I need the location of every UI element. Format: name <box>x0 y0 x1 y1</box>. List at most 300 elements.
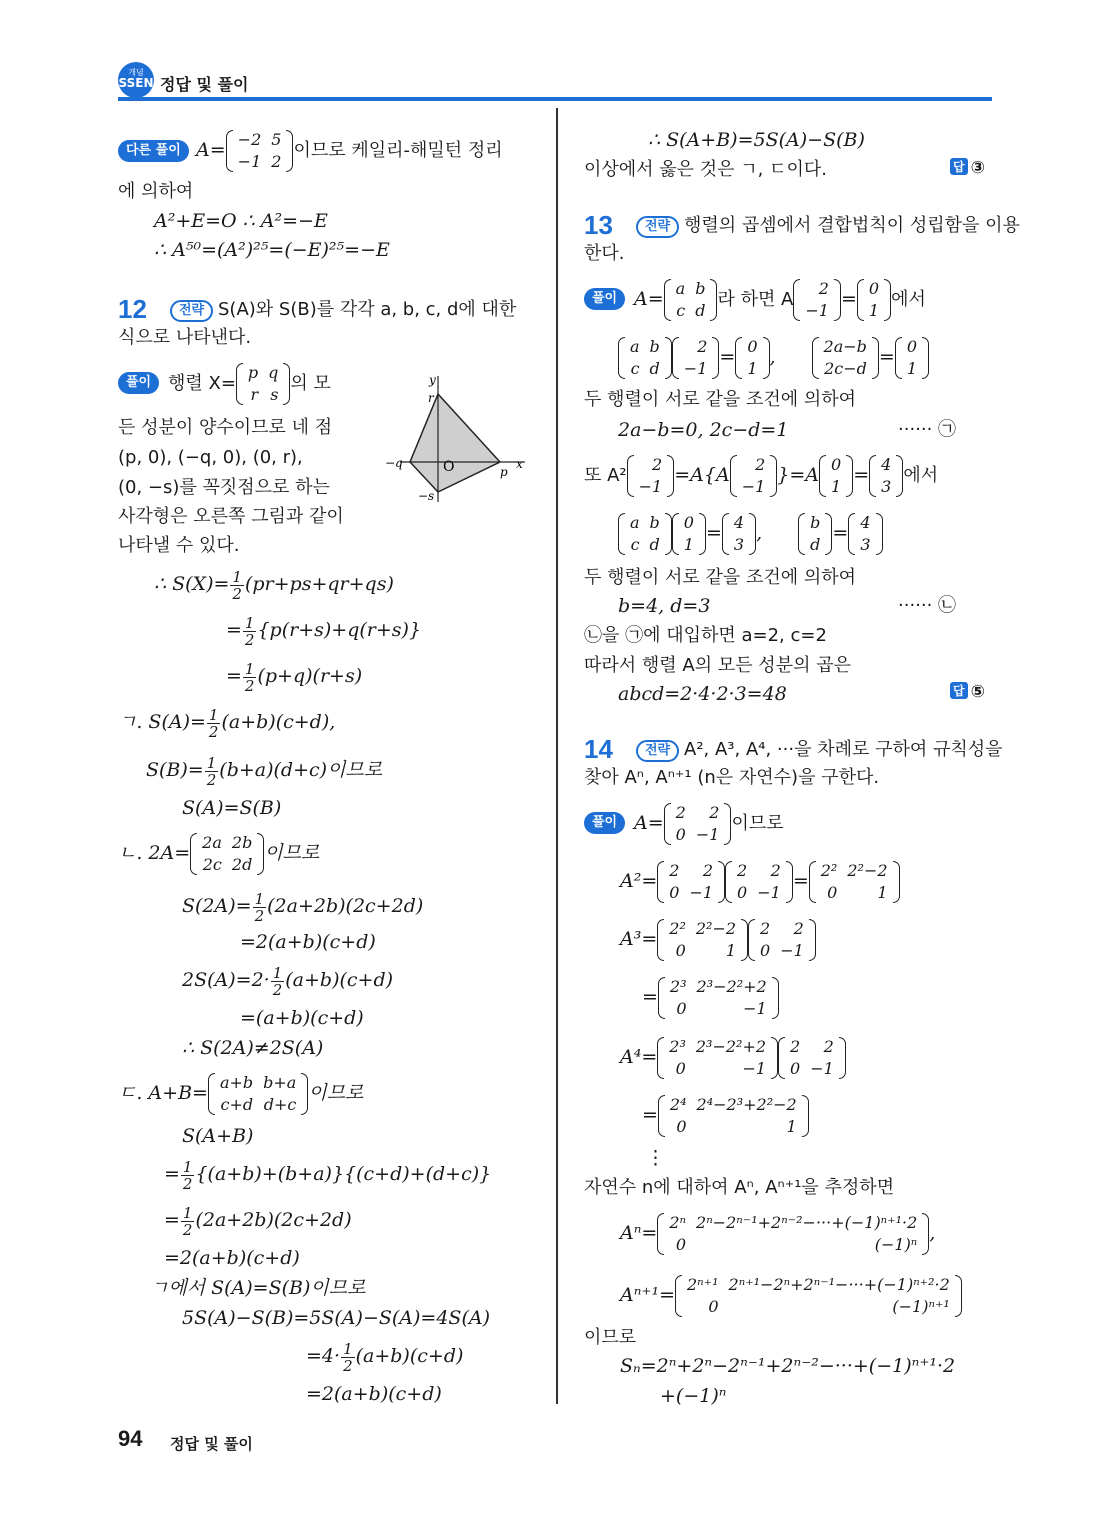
matrix-cell: 2 <box>652 455 663 474</box>
d-line-6: ㄱ에서 S(A)=S(B)이므로 <box>150 1277 366 1299</box>
n2-lead: S(2A)= <box>182 895 252 917</box>
matrix-cell: 2 <box>823 1037 834 1056</box>
p14-l1-tail: 이므로 <box>731 813 784 834</box>
p13-l2-comma: , <box>769 346 776 368</box>
p14-line-10 <box>620 1210 935 1256</box>
g2-tail: (b+a)(d+c)이므로 <box>219 759 383 781</box>
p13-l2-eq: = <box>719 346 736 368</box>
p12-strategy: S(A)와 S(B)를 각각 a, b, c, d에 대한 <box>218 299 517 320</box>
p13-marker-1: ······ ㉠ <box>898 419 957 440</box>
matrix-cell: 0 <box>790 1059 801 1078</box>
p14-line-5 <box>620 1034 846 1080</box>
matrix-cell: 3 <box>733 535 745 554</box>
p13-marker-2: ······ ㉡ <box>898 595 957 616</box>
answer-12 <box>950 158 985 178</box>
frac-num: 1 <box>272 963 283 982</box>
strategy-badge: 전략 <box>170 300 213 322</box>
p14-line-11 <box>620 1272 962 1318</box>
half-fraction <box>253 891 267 924</box>
problem-12-number: 12 <box>118 294 147 324</box>
d-line-7: 5S(A)−S(B)=5S(A)−S(A)=4S(A) <box>182 1307 490 1329</box>
sx-line-1 <box>154 566 394 602</box>
n-line-4 <box>182 962 393 998</box>
matrix-cell: −1 <box>805 301 829 320</box>
frac-den: 2 <box>232 584 242 603</box>
g-line-3: S(A)=S(B) <box>182 797 282 819</box>
matrix <box>748 918 816 962</box>
p14-line-3 <box>620 916 816 962</box>
alt-solution-badge: 다른 풀이 <box>118 140 189 162</box>
matrix-cell: −1 <box>780 941 804 960</box>
matrix <box>819 454 853 498</box>
matrix-cell: s <box>270 385 279 404</box>
matrix <box>226 129 294 173</box>
matrix-cell: 0 <box>683 513 694 532</box>
matrix <box>869 454 903 498</box>
matrix-cell: 2 <box>271 152 282 171</box>
d-line-8 <box>306 1338 463 1374</box>
matrix-cell: b <box>810 513 821 532</box>
answer-13 <box>950 682 985 702</box>
matrix-cell: 2⁴−2³+2²−2 <box>696 1095 797 1114</box>
p13-l1-tail: 에서 <box>891 289 926 310</box>
sx3-tail: (p+q)(r+s) <box>257 665 363 687</box>
A2-lead: A²= <box>620 870 658 892</box>
matrix <box>658 976 779 1020</box>
matrix-cell: 0 <box>827 883 838 902</box>
sx-line-3 <box>226 658 362 694</box>
matrix-cell: 1 <box>747 359 758 378</box>
p13-line-1 <box>634 276 926 322</box>
matrix-cell: 2 <box>755 455 766 474</box>
p14-line-2 <box>620 858 900 904</box>
matrix-cell: 0 <box>669 883 680 902</box>
graph-label-minus-s: −s <box>418 489 435 503</box>
matrix-cell: 2a <box>202 833 222 852</box>
matrix-cell: 2b <box>231 833 253 852</box>
frac-num: 1 <box>343 1339 353 1358</box>
answer-value: ⑤ <box>970 682 985 702</box>
d1-tail: 이므로 <box>308 1082 364 1104</box>
half-fraction <box>207 707 221 740</box>
p13-line-4: 2a−b=0, 2c−d=1 <box>618 419 789 441</box>
sx1-lead: ∴ S(X)= <box>154 573 230 595</box>
p13-line-3: 두 행렬이 서로 같을 조건에 의하여 <box>584 389 857 410</box>
matrix <box>895 336 929 380</box>
sx-line-2 <box>226 612 421 648</box>
A3-lead: A³= <box>620 928 658 950</box>
matrix-cell: 0 <box>675 1235 687 1254</box>
n-line-6: ∴ S(2A)≠2S(A) <box>182 1037 324 1059</box>
p13-line-7: 두 행렬이 서로 같을 조건에 의하여 <box>584 567 857 588</box>
matrix <box>735 336 769 380</box>
matrix-cell: q <box>268 363 279 382</box>
matrix-cell: r <box>250 385 259 404</box>
matrix-cell: 0 <box>676 999 687 1018</box>
matrix-cell: 2 <box>702 861 714 880</box>
g-line-1 <box>118 704 335 740</box>
graph-label-origin: O <box>443 459 455 475</box>
n2-tail: (2a+2b)(2c+2d) <box>267 895 424 917</box>
p13-strategy: 행렬의 곱셈에서 결합법칙이 성립함을 이용 <box>684 215 1020 236</box>
matrix-cell: c <box>676 301 686 320</box>
matrix <box>672 512 706 556</box>
matrix <box>809 860 900 904</box>
graph-label-y: y <box>429 373 436 387</box>
matrix-cell: 5 <box>271 130 282 149</box>
quadrilateral-shape <box>410 394 500 492</box>
n1-lead: ㄴ. 2A= <box>118 842 191 864</box>
frac-den: 2 <box>244 676 255 695</box>
matrix-cell: 2c−d <box>824 359 867 378</box>
frac-num: 1 <box>244 659 255 678</box>
matrix-cell: 2 <box>818 279 829 298</box>
p13-l5-b: =A <box>789 464 820 486</box>
matrix-cell: 2 <box>760 919 771 938</box>
n-line-2 <box>182 888 423 924</box>
p13-l5-tail: 에서 <box>903 465 939 486</box>
frac-den: 2 <box>244 630 255 649</box>
half-fraction <box>271 965 285 998</box>
half-fraction <box>230 569 244 602</box>
g1-tail: (a+b)(c+d), <box>221 711 336 733</box>
matrix <box>798 512 832 556</box>
p12-line-1: 든 성분이 양수이므로 네 점 <box>118 417 333 438</box>
d-line-9: =2(a+b)(c+d) <box>306 1383 442 1405</box>
matrix <box>657 1036 778 1080</box>
logo-top-text: 개념 <box>128 68 144 77</box>
matrix-cell: p <box>247 363 259 382</box>
eq-sign: = <box>792 870 809 892</box>
matrix <box>778 1036 846 1080</box>
answer-box: 답 <box>950 158 968 175</box>
quadrilateral-graph <box>380 370 530 510</box>
matrix-cell: 2²−2 <box>695 919 737 938</box>
d-line-5: =2(a+b)(c+d) <box>164 1247 300 1269</box>
matrix <box>812 336 879 380</box>
matrix <box>793 278 841 322</box>
sx2-lead: = <box>226 619 242 641</box>
matrix <box>848 512 882 556</box>
d1-lead: ㄷ. A+B= <box>118 1082 208 1104</box>
frac-num: 1 <box>182 1203 193 1222</box>
footer-title: 정답 및 풀이 <box>170 1435 253 1453</box>
matrix-cell: 0 <box>676 1117 687 1136</box>
p13-strategy-2: 한다. <box>584 243 625 264</box>
p13-l1-eq: = <box>840 288 857 310</box>
p13-line-11: abcd=2·4·2·3=48 <box>618 683 787 705</box>
frac-den: 2 <box>182 1220 193 1239</box>
p14-comma: , <box>929 1222 936 1244</box>
r-line-1: ∴ S(A+B)=5S(A)−S(B) <box>648 129 865 151</box>
p12-sol-lead: 행렬 X= <box>168 373 236 394</box>
frac-num: 1 <box>244 613 255 632</box>
problem-13-number: 13 <box>584 210 613 240</box>
matrix <box>208 1072 308 1116</box>
p14-line-14: +(−1)ⁿ <box>660 1385 727 1407</box>
matrix-cell: −1 <box>695 825 720 844</box>
half-fraction <box>205 755 219 788</box>
matrix-cell: 2³−2²+2 <box>695 1037 767 1056</box>
p13-l5-eq: = <box>853 464 870 486</box>
solution-badge: 풀이 <box>584 812 625 834</box>
matrix-cell: d <box>695 301 706 320</box>
sx3-lead: = <box>226 665 242 687</box>
matrix <box>657 1212 929 1256</box>
p12-line-2: (p, 0), (−q, 0), (0, r), <box>118 447 303 468</box>
matrix-cell: 0 <box>675 1059 686 1078</box>
logo <box>118 62 154 98</box>
matrix <box>236 362 291 406</box>
half-fraction <box>341 1341 355 1374</box>
matrix-cell: −1 <box>810 1059 834 1078</box>
matrix-cell: (−1)ⁿ⁺¹ <box>892 1297 950 1316</box>
r-line-2: 이상에서 옳은 것은 ㄱ, ㄷ이다. <box>584 159 827 180</box>
frac-den: 2 <box>208 722 219 741</box>
p12-line-4: 사각형은 오른쪽 그림과 같이 <box>118 506 344 527</box>
matrix-cell: −1 <box>683 359 708 378</box>
matrix <box>664 278 718 322</box>
matrix-cell: 4 <box>733 513 745 532</box>
g2-lead: S(B)= <box>146 759 204 781</box>
n-line-1 <box>118 830 319 876</box>
alt-solution-line <box>196 128 503 173</box>
p14-strategy-2: 찾아 Aⁿ, Aⁿ⁺¹ (n은 자연수)을 구한다. <box>584 767 880 788</box>
matrix-cell: 1 <box>868 301 880 320</box>
matrix-cell: 0 <box>831 455 842 474</box>
matrix-cell: a+b <box>219 1073 254 1092</box>
matrix-cell: 2 <box>675 803 686 822</box>
frac-den: 2 <box>182 1174 193 1193</box>
matrix-cell: 1 <box>877 883 888 902</box>
alt-line2: 에 의하여 <box>118 181 194 202</box>
matrix-cell: b <box>695 279 706 298</box>
solution-badge: 풀이 <box>118 372 159 394</box>
d8-tail: (a+b)(c+d) <box>355 1345 464 1367</box>
answer-value: ③ <box>970 158 985 178</box>
matrix-cell: −1 <box>237 152 262 171</box>
matrix-cell: 0 <box>760 941 771 960</box>
matrix-cell: 2² <box>669 919 686 938</box>
matrix-cell: 2 <box>737 861 748 880</box>
frac-den: 2 <box>206 770 217 789</box>
p13-line-2 <box>618 334 929 380</box>
matrix-cell: 2a−b <box>823 337 867 356</box>
matrix-cell: 1 <box>725 941 737 960</box>
matrix-cell: 2³−2²+2 <box>696 977 767 996</box>
frac-num: 1 <box>182 1157 193 1176</box>
p14-line-13: Sₙ=2ⁿ+2ⁿ−2ⁿ⁻¹+2ⁿ⁻²−···+(−1)ⁿ⁺¹·2 <box>620 1355 956 1377</box>
p12-sol-tail: 의 모 <box>290 373 331 394</box>
p12-line-3: (0, −s)를 꼭짓점으로 하는 <box>118 477 330 498</box>
header-rule <box>118 97 992 101</box>
matrix-cell: 4 <box>881 455 892 474</box>
alt-eq1: A²+E=O ∴ A²=−E <box>154 210 328 232</box>
matrix-cell: 2² <box>820 861 838 880</box>
d-line-4 <box>164 1202 352 1238</box>
matrix <box>618 336 672 380</box>
matrix-cell: 2 <box>793 919 804 938</box>
p13-l1-mid: 라 하면 A <box>717 289 794 310</box>
answer-box: 답 <box>950 682 968 699</box>
alt-tail: 이므로 케일리-해밀턴 정리 <box>293 140 503 161</box>
solution-badge: 풀이 <box>584 288 625 310</box>
strategy-badge: 전략 <box>636 216 679 238</box>
matrix-cell: 2ⁿ <box>669 1213 687 1232</box>
frac-den: 2 <box>343 1356 353 1375</box>
d4-lead: = <box>164 1209 180 1231</box>
page-number: 94 <box>118 1426 143 1451</box>
matrix-cell: 2 <box>709 803 720 822</box>
p13-line-10: 따라서 행렬 A의 모든 성분의 곱은 <box>584 655 851 676</box>
matrix <box>627 454 675 498</box>
matrix-cell: 2⁴ <box>669 1095 687 1114</box>
matrix <box>657 860 725 904</box>
matrix-cell: 0 <box>737 883 748 902</box>
matrix-cell: 1 <box>831 477 842 496</box>
matrix-cell: 2²−2 <box>847 861 888 880</box>
d-line-1 <box>118 1070 363 1116</box>
n4-lead: 2S(A)=2· <box>182 969 270 991</box>
An-lead: Aⁿ= <box>620 1222 658 1244</box>
p13-line-8: b=4, d=3 <box>618 595 711 617</box>
matrix-cell: b <box>649 513 660 532</box>
matrix <box>658 1094 809 1138</box>
matrix-cell: −1 <box>638 477 663 496</box>
matrix-cell: 3 <box>881 477 892 496</box>
p13-line-9: ㉡을 ㉠에 대입하면 a=2, c=2 <box>584 625 827 646</box>
p14-l1-lead: A= <box>634 812 664 834</box>
sx1-tail: (pr+ps+qr+qs) <box>244 573 394 595</box>
p14-line-4 <box>642 974 779 1020</box>
matrix-cell: 2 <box>790 1037 801 1056</box>
matrix-cell: 2ⁿ⁺¹ <box>687 1275 719 1294</box>
frac-num: 1 <box>208 705 219 724</box>
d3-lead: = <box>164 1163 180 1185</box>
matrix-cell: 0 <box>868 279 880 298</box>
g1-lead: ㄱ. S(A)= <box>118 711 206 733</box>
matrix-cell: a <box>630 337 640 356</box>
matrix-cell: 1 <box>786 1117 797 1136</box>
alt-lead: A= <box>196 139 226 161</box>
matrix <box>722 512 756 556</box>
half-fraction <box>181 1205 195 1238</box>
frac-den: 2 <box>272 980 283 999</box>
problem-14-number: 14 <box>584 734 613 764</box>
matrix-cell: b <box>649 337 660 356</box>
matrix-cell: c <box>630 535 640 554</box>
p13-l2-eq2: = <box>878 346 895 368</box>
header-title: 정답 및 풀이 <box>160 75 249 94</box>
vertical-dots: ⋮ <box>646 1147 665 1169</box>
matrix-cell: 2ⁿ−2ⁿ⁻¹+2ⁿ⁻²−···+(−1)ⁿ⁺¹·2 <box>696 1213 918 1232</box>
alt-eq2: ∴ A⁵⁰=(A²)²⁵=(−E)²⁵=−E <box>154 239 390 261</box>
n4-tail: (a+b)(c+d) <box>285 969 394 991</box>
A4-lead: A⁴= <box>620 1046 658 1068</box>
p13-l6-eq2: = <box>832 522 849 544</box>
matrix-cell: 3 <box>860 535 871 554</box>
matrix <box>675 1274 962 1318</box>
matrix-cell: 1 <box>906 359 918 378</box>
matrix-cell: −1 <box>689 883 714 902</box>
graph-label-x: x <box>516 457 523 471</box>
half-fraction <box>243 661 257 694</box>
matrix-cell: a <box>630 513 640 532</box>
matrix-cell: (−1)ⁿ <box>874 1235 918 1254</box>
matrix-cell: 2 <box>669 861 680 880</box>
matrix-cell: 0 <box>906 337 918 356</box>
d4-tail: (2a+2b)(2c+2d) <box>195 1209 352 1231</box>
p13-l6-eq: = <box>705 522 722 544</box>
matrix-cell: −1 <box>741 477 766 496</box>
matrix <box>664 802 732 846</box>
p13-l1-lead: A= <box>634 288 664 310</box>
matrix-cell: 0 <box>747 337 758 356</box>
matrix <box>618 512 672 556</box>
p13-line-6 <box>618 510 883 556</box>
p13-l5-lead: 또 A² <box>584 465 627 486</box>
graph-label-minus-q: −q <box>385 456 403 470</box>
matrix-cell: −1 <box>743 999 767 1018</box>
sx2-tail: {p(r+s)+q(r+s)} <box>257 619 422 641</box>
frac-den: 2 <box>254 906 265 925</box>
p14-line-6 <box>642 1092 809 1138</box>
column-divider <box>556 108 558 1404</box>
half-fraction <box>243 615 257 648</box>
logo-main-text: SSEN <box>118 76 154 90</box>
matrix-cell: d <box>649 535 660 554</box>
matrix-cell: a <box>675 279 686 298</box>
n-line-5: =(a+b)(c+d) <box>240 1007 364 1029</box>
frac-num: 1 <box>254 889 265 908</box>
matrix-cell: −2 <box>237 130 262 149</box>
matrix-cell: 4 <box>860 513 871 532</box>
graph-label-r: r <box>428 391 434 405</box>
eq-sign: = <box>642 1104 658 1126</box>
matrix-cell: 0 <box>675 825 686 844</box>
matrix <box>725 860 793 904</box>
matrix-cell: 2c <box>202 855 222 874</box>
n1-tail: 이므로 <box>264 842 320 864</box>
p13-line-5: 또 A² 2 −1 =A{A 2 −1 }=A 0 1 = 4 3 에서 <box>584 455 939 496</box>
g-line-2 <box>146 752 382 788</box>
p13-l5-a: =A <box>674 464 704 486</box>
matrix-cell: b+a <box>263 1073 297 1092</box>
matrix-cell: 2³ <box>669 1037 686 1056</box>
matrix-cell: 0 <box>675 941 686 960</box>
matrix-cell: 2 <box>697 337 708 356</box>
matrix <box>730 454 778 498</box>
frac-num: 1 <box>206 753 217 772</box>
matrix-cell: 2 <box>770 861 781 880</box>
matrix-cell: −1 <box>742 1059 767 1078</box>
d3-tail: {(a+b)+(b+a)}{(c+d)+(d+c)} <box>195 1163 492 1185</box>
matrix-cell: d <box>810 535 821 554</box>
n-line-3: =2(a+b)(c+d) <box>240 931 376 953</box>
p14-line-1 <box>634 800 784 846</box>
An1-lead: Aⁿ⁺¹= <box>620 1284 675 1306</box>
matrix-cell: d <box>649 359 660 378</box>
p14-strategy: A², A³, A⁴, ···을 차례로 구하여 규칙성을 <box>684 739 1003 760</box>
matrix-cell: 2ⁿ⁺¹−2ⁿ+2ⁿ⁻¹−···+(−1)ⁿ⁺²·2 <box>728 1275 950 1294</box>
p14-line-9: 자연수 n에 대하여 Aⁿ, Aⁿ⁺¹을 추정하면 <box>584 1177 895 1198</box>
matrix-cell: 2³ <box>669 977 687 996</box>
d-line-3 <box>164 1156 491 1192</box>
graph-label-p: p <box>500 465 508 479</box>
p12-strategy-2: 식으로 나타낸다. <box>118 327 252 348</box>
matrix-cell: −1 <box>757 883 781 902</box>
p12-sol-line <box>168 362 331 406</box>
